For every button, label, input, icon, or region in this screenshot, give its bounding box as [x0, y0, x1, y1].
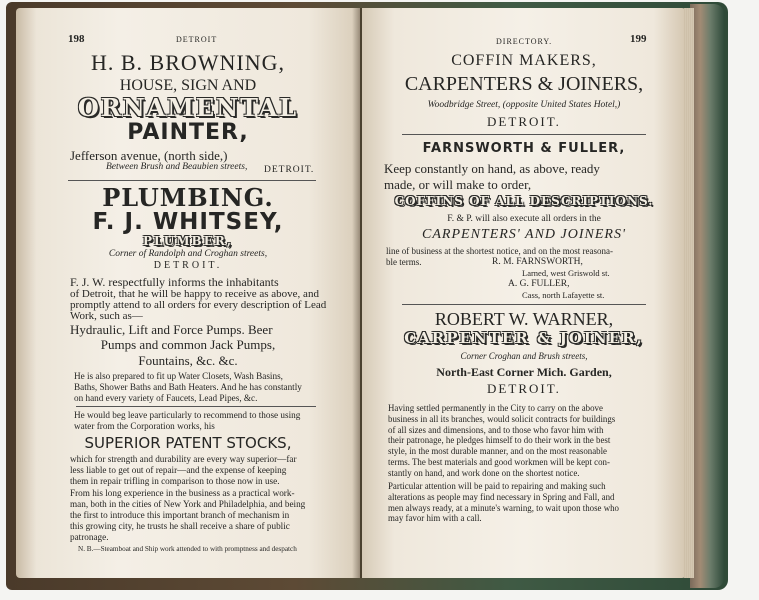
- farnsworth-name: FARNSWORTH & FULLER,: [422, 141, 626, 156]
- text-line: promptly attend to all orders for every description of Lead: [70, 299, 327, 312]
- warner-repair-paragraph: [388, 481, 619, 524]
- text-line: Baths, Shower Baths and Bath Heaters. And he has constantly: [74, 382, 302, 393]
- text-line: Work, such as—: [70, 310, 143, 323]
- plumbing-heading: PLUMBING.: [102, 183, 274, 212]
- partner-farnsworth-address: Larned, west Griswold st.: [522, 268, 610, 278]
- browning-city: DETROIT.: [264, 165, 315, 175]
- whitsey-stocks-paragraph: [70, 454, 305, 544]
- browning-between: Between Brush and Beaubien streets,: [106, 162, 248, 172]
- page-number: 198: [68, 33, 85, 45]
- coffin-line2: CARPENTERS & JOINERS,: [404, 73, 644, 95]
- coffins-all-descriptions: COFFINS OF ALL DESCRIPTIONS.: [394, 194, 654, 208]
- pumps-line1: Hydraulic, Lift and Force Pumps. Beer: [70, 322, 273, 337]
- warner-trade: CARPENTER & JOINER,: [404, 329, 644, 347]
- whitsey-name: F. J. WHITSEY,: [92, 209, 284, 235]
- browning-trade-ornamental: ORNAMENTAL: [77, 93, 299, 122]
- whitsey-fixtures-paragraph: [74, 371, 302, 405]
- divider: [402, 304, 646, 305]
- text-line: Particular attention will be paid to repairing and making such: [388, 481, 606, 491]
- text-line: terms. The best materials and good workmen will be kept con-: [388, 456, 610, 467]
- page-edges: [684, 8, 694, 578]
- text-line: which for strength and durability are every way superior—far: [70, 454, 297, 464]
- text-line: on hand every variety of Faucets, Lead Pipes, &c.: [74, 393, 258, 404]
- text-line: Having settled permanently in the City to carry on the above: [388, 403, 603, 413]
- text-line: may favor him with a call.: [388, 513, 482, 524]
- text-line: style, in the most durable manner, and on the most reasonable: [388, 446, 607, 457]
- whitsey-trade: PLUMBER,: [143, 234, 233, 248]
- divider: [76, 406, 316, 407]
- text-line: He would beg leave particularly to recommend to those using: [74, 410, 301, 420]
- text-line: this growing city, he trusts he shall receive a share of public: [70, 521, 290, 532]
- text-line: of Detroit, that he will be happy to receive as above, and: [70, 288, 319, 300]
- warner-city: DETROIT.: [487, 381, 561, 396]
- browning-trade-painter: PAINTER,: [127, 120, 249, 145]
- browning-trade-line1: HOUSE, SIGN AND: [119, 77, 257, 94]
- text-line: water from the Corporation works, his: [74, 421, 215, 432]
- warner-business-paragraph: [388, 403, 615, 479]
- farnsworth-line3: F. & P. will also execute all orders in the: [447, 214, 601, 224]
- divider: [68, 180, 316, 181]
- browning-address: Jefferson avenue, (north side,): [70, 148, 228, 163]
- whitsey-corner: Corner of Randolph and Croghan streets,: [108, 249, 268, 259]
- browning-name: H. B. BROWNING,: [90, 50, 286, 75]
- divider: [402, 134, 646, 135]
- book-cover-edge: [690, 4, 724, 588]
- text-line: less liable to get out of repair—and the expense of keeping: [70, 465, 287, 476]
- text-line: F. J. W. respectfully informs the inhabitants: [70, 275, 279, 289]
- warner-name: ROBERT W. WARNER,: [434, 309, 614, 329]
- warner-corner: Corner Croghan and Brush streets,: [460, 351, 588, 361]
- right-page: [362, 8, 686, 578]
- text-line: them in repair trifling in comparison to those now in use.: [70, 476, 280, 487]
- text-line: man, both in the cities of New York and Philadelphia, and being: [70, 498, 306, 509]
- warner-garden: North-East Corner Mich. Garden,: [436, 365, 612, 379]
- whitsey-note: N. B.—Steamboat and Ship work attended to with promptness and despatch: [78, 545, 297, 553]
- farnsworth-line5: ble terms.: [386, 257, 422, 267]
- farnsworth-line2: made, or will make to order,: [384, 177, 532, 192]
- text-line: their patronage, he pledges himself to do their work in the best: [388, 435, 611, 446]
- text-line: the first to introduce this important branch of mechanism in: [70, 510, 290, 521]
- superior-stocks: SUPERIOR PATENT STOCKS,: [84, 434, 292, 452]
- text-line: business in all its branches, would solicit contracts for buildings: [388, 413, 616, 424]
- running-head: DIRECTORY.: [496, 37, 553, 46]
- text-line: From his long experience in the business as a practical work-: [70, 487, 295, 498]
- whitsey-city: DETROIT.: [153, 260, 223, 271]
- farnsworth-line1: Keep constantly on hand, as above, ready: [384, 161, 600, 176]
- running-head: DETROIT: [176, 35, 218, 44]
- text-line: He is also prepared to fit up Water Closets, Wash Basins,: [74, 371, 283, 381]
- coffin-city: DETROIT.: [487, 114, 561, 129]
- whitsey-recommend-paragraph: [74, 410, 300, 432]
- partner-fuller: A. G. FULLER,: [508, 279, 570, 289]
- text-line: patronage.: [70, 532, 109, 543]
- farnsworth-business: CARPENTERS' AND JOINERS': [422, 227, 626, 242]
- pumps-line2: Pumps and common Jack Pumps,: [100, 337, 276, 352]
- coffin-line1: COFFIN MAKERS,: [451, 52, 597, 69]
- whitsey-intro-paragraph: [70, 276, 326, 323]
- text-line: stantly on hand, and work done on the shortest notice.: [388, 467, 580, 478]
- partner-farnsworth: R. M. FARNSWORTH,: [492, 257, 583, 267]
- text-line: alterations as people may find necessary in Spring and Fall, and: [388, 491, 615, 502]
- text-line: men always ready, at a minute's warning, to wait upon those who: [388, 502, 619, 513]
- text-line: of all sizes and dimensions, and to those who favor him with: [388, 424, 604, 435]
- coffin-address: Woodbridge Street, (opposite United States Hotel,): [427, 100, 621, 110]
- farnsworth-line4: line of business at the shortest notice, and on the most reasona-: [386, 246, 613, 256]
- pumps-line3: Fountains, &c. &c.: [138, 353, 238, 368]
- page-number: 199: [630, 33, 647, 45]
- left-page: [16, 8, 360, 578]
- partner-fuller-address: Cass, north Lafayette st.: [522, 290, 605, 300]
